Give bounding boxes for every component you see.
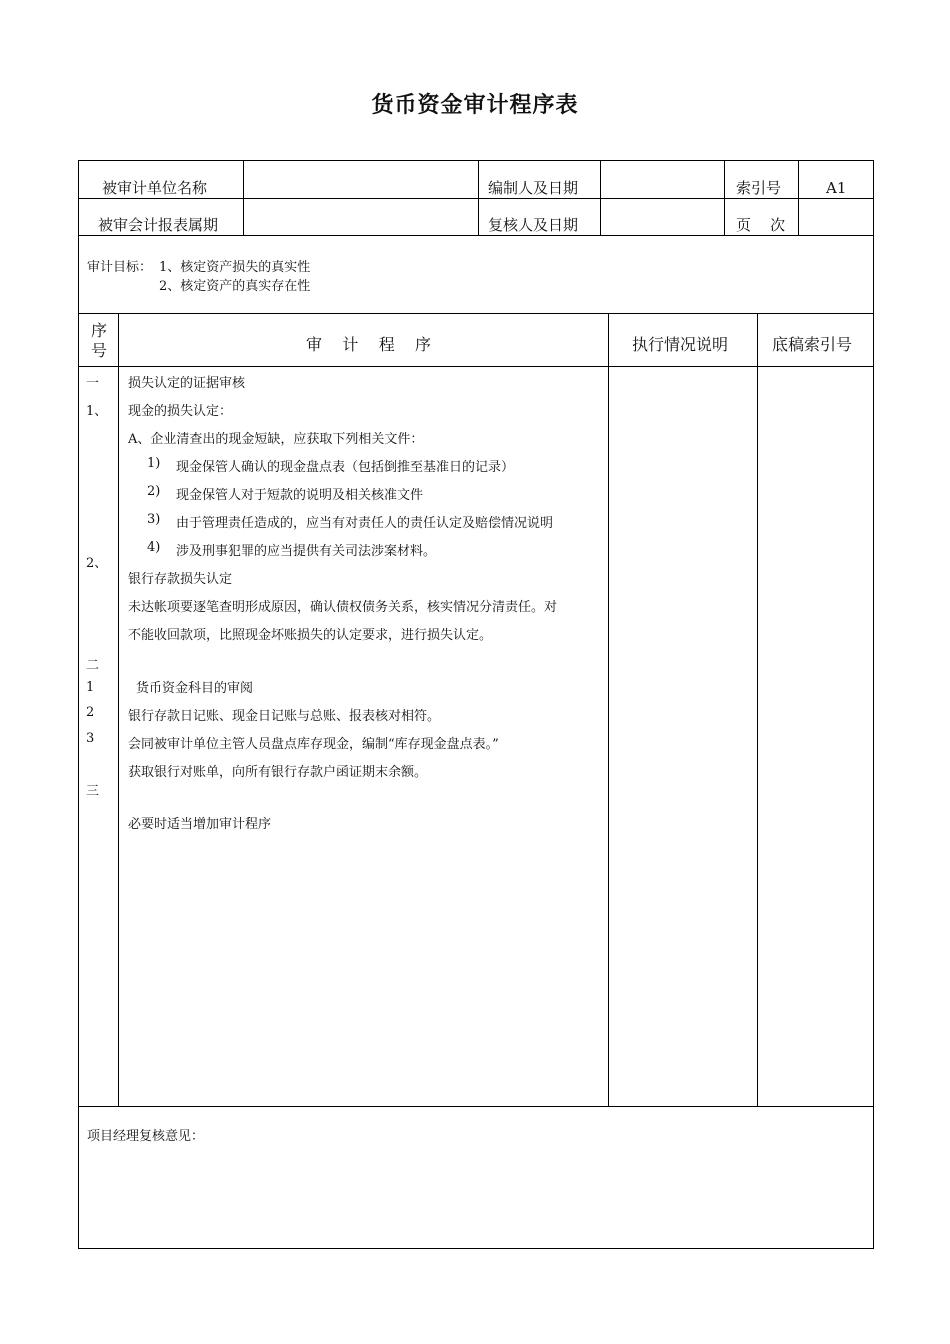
col-header-seq: 序号 [91,321,108,360]
procedure-item-number: 1) [147,456,161,471]
page-title: 货币资金审计程序表 [371,93,579,118]
seq-number: 三 [86,784,100,799]
row-divider [78,366,874,367]
row-divider [78,1106,874,1107]
procedure-line: 银行存款日记账、现金日记账与总账、报表核对相符。 [128,709,441,724]
col-header-ref: 底稿索引号 [772,335,853,354]
procedure-line: 现金保管人对于短款的说明及相关核准文件 [176,488,424,503]
seq-number: 3 [86,731,95,746]
col-divider [608,313,609,1106]
objectives-label: 审计目标： [87,260,153,275]
seq-number: 二 [86,658,100,673]
row-divider [78,235,874,236]
index-value[interactable]: A1 [826,179,847,197]
col-header-procedure: 审 计 程 序 [306,335,432,354]
row-divider [78,198,874,199]
seq-number: 2、 [86,556,108,571]
period-label: 被审会计报表属期 [98,216,219,234]
col-divider [724,160,725,235]
procedure-line: 货币资金科目的审阅 [136,681,254,696]
procedure-line: 由于管理责任造成的，应当有对责任人的责任认定及赔偿情况说明 [176,516,554,531]
col-divider [757,313,758,1106]
procedure-line: 必要时适当增加审计程序 [128,817,272,832]
objective-item: 1、核定资产损失的真实性 [159,260,311,275]
objective-item: 2、核定资产的真实存在性 [159,279,311,294]
row-divider [78,313,874,314]
index-label: 索引号 [736,179,782,197]
procedure-line: 现金保管人确认的现金盘点表（包括倒推至基准日的记录） [176,460,515,475]
manager-review-label: 项目经理复核意见： [87,1129,205,1144]
col-divider [243,160,244,235]
procedure-line: 损失认定的证据审核 [128,376,246,391]
reviewer-label: 复核人及日期 [488,216,579,234]
col-header-execution: 执行情况说明 [632,335,729,354]
seq-number: 一 [86,376,100,391]
col-divider [118,313,119,1106]
seq-number: 1 [86,680,95,695]
procedure-line: 会同被审计单位主管人员盘点库存现金，编制“库存现金盘点表。” [128,737,499,752]
procedure-line: 未达帐项要逐笔查明形成原因，确认债权债务关系，核实情况分清责任。对 [128,600,558,615]
procedure-line: 现金的损失认定： [128,404,233,419]
page-label: 页 次 [736,216,786,234]
seq-number: 1、 [86,404,108,419]
procedure-item-number: 2) [147,484,161,499]
procedure-item-number: 4) [147,540,161,555]
procedure-line: 获取银行对账单，向所有银行存款户函证期末余额。 [128,765,428,780]
col-divider [798,160,799,235]
procedure-line: 不能收回款项，比照现金坏账损失的认定要求，进行损失认定。 [128,628,493,643]
unit-name-label: 被审计单位名称 [102,179,208,197]
procedure-item-number: 3) [147,512,161,527]
procedure-line: 银行存款损失认定 [128,572,233,587]
col-divider [478,160,479,235]
col-divider [600,160,601,235]
procedure-line: 涉及刑事犯罪的应当提供有关司法涉案材料。 [176,544,437,559]
preparer-label: 编制人及日期 [488,179,579,197]
procedure-line: A、企业清查出的现金短缺，应获取下列相关文件： [128,432,424,447]
seq-number: 2 [86,705,95,720]
